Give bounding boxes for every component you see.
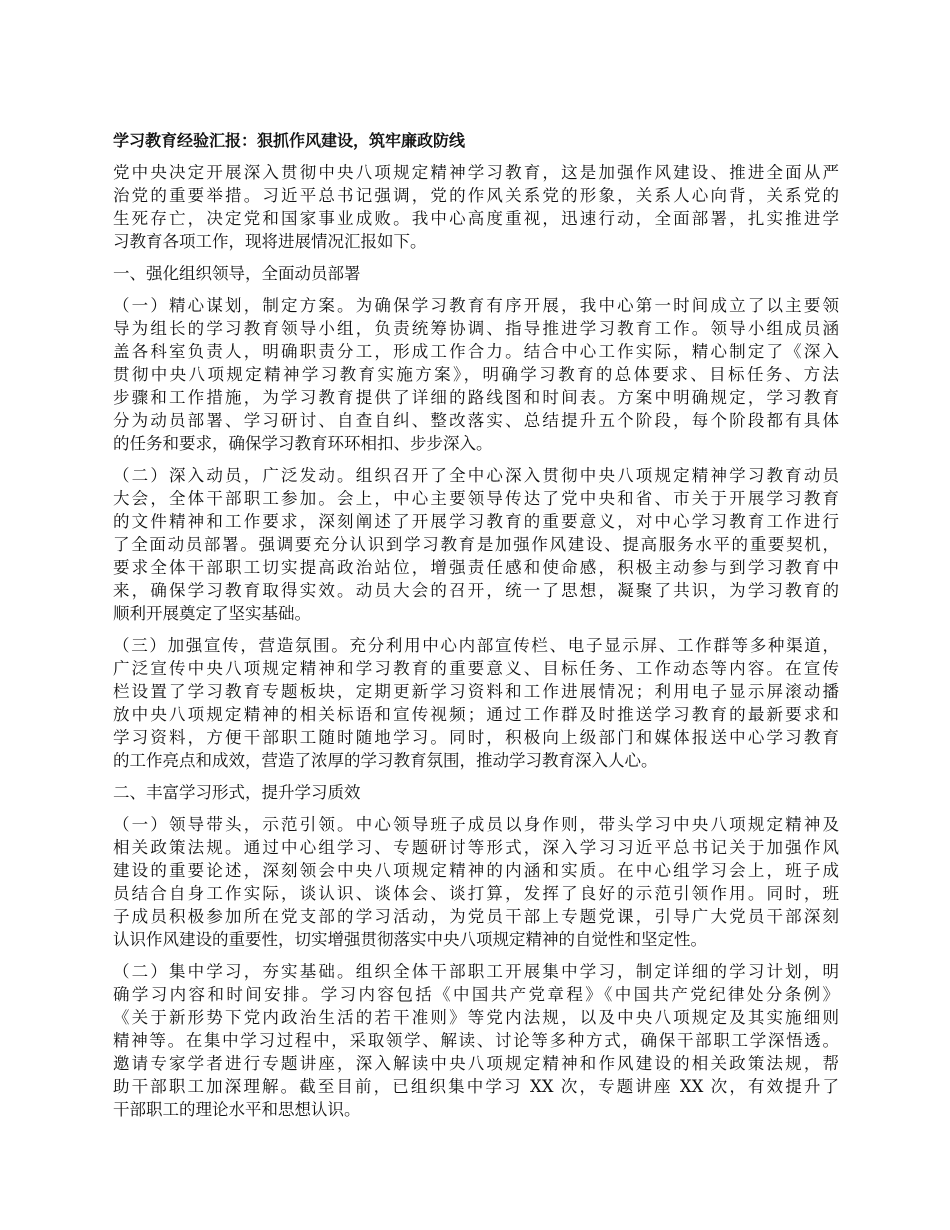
text-line: 相关政策法规。通过中心组学习、专题研讨等形式，深入学习习近平总书记关于加强作风 <box>113 838 839 857</box>
text-line: 分为动员部署、学习研讨、自查自纠、整改落实、总结提升五个阶段，每个阶段都有具体 <box>113 411 839 430</box>
text-line: 一、强化组织领导，全面动员部署 <box>113 264 361 283</box>
text-line: 大会，全体干部职工参加。会上，中心主要领导传达了党中央和省、市关于开展学习教育 <box>113 489 839 508</box>
text-line: 顺利开展奠定了坚实基础。 <box>113 604 311 623</box>
paragraph <box>113 960 839 1121</box>
text-line: 员结合自身工作实际，谈认识、谈体会、谈打算，发挥了良好的示范引领作用。同时，班 <box>113 884 839 903</box>
text-line: 邀请专家学者进行专题讲座，深入解读中央八项规定精神和作风建设的相关政策法规，帮 <box>113 1054 839 1073</box>
document-body <box>113 161 839 1121</box>
paragraph <box>113 813 839 951</box>
text-line: 的文件精神和工作要求，深刻阐述了开展学习教育的重要意义，对中心学习教育工作进行 <box>113 512 839 531</box>
text-line: 了全面动员部署。强调要充分认识到学习教育是加强作风建设、提高服务水平的重要契机， <box>113 535 839 554</box>
document-page <box>113 129 839 1130</box>
text-line: 导为组长的学习教育领导小组，负责统筹协调、指导推进学习教育工作。领导小组成员涵 <box>113 319 839 338</box>
text-line: 的任务和要求，确保学习教育环环相扣、步步深入。 <box>113 434 493 453</box>
paragraph <box>113 464 839 625</box>
text-line: 步骤和工作措施，为学习教育提供了详细的路线图和时间表。方案中明确规定，学习教育 <box>113 388 839 407</box>
paragraph <box>113 161 839 253</box>
section-heading <box>113 781 839 804</box>
paragraph <box>113 294 839 455</box>
text-line: 子成员积极参加所在党支部的学习活动，为党员干部上专题党课，引导广大党员干部深刻 <box>113 907 839 926</box>
text-line: 《关于新形势下党内政治生活的若干准则》等党内法规，以及中央八项规定及其实施细则 <box>113 1008 839 1027</box>
text-line: 来，确保学习教育取得实效。动员大会的召开，统一了思想，凝聚了共识，为学习教育的 <box>113 581 839 600</box>
text-line: 助干部职工加深理解。截至目前，已组织集中学习 XX 次，专题讲座 XX 次，有效提升了 <box>113 1077 839 1096</box>
text-line: （一）领导带头，示范引领。中心领导班子成员以身作则，带头学习中央八项规定精神及 <box>113 815 839 834</box>
text-line: 生死存亡，决定党和国家事业成败。我中心高度重视，迅速行动，全面部署，扎实推进学 <box>113 209 839 228</box>
text-line: 建设的重要论述，深刻领会中央八项规定精神的内涵和实质。在中心组学习会上，班子成 <box>113 861 839 880</box>
text-line: 习教育各项工作，现将进展情况汇报如下。 <box>113 232 427 251</box>
text-line: 贯彻中央八项规定精神学习教育实施方案》，明确学习教育的总体要求、目标任务、方法 <box>113 365 839 384</box>
text-line: （一）精心谋划，制定方案。为确保学习教育有序开展，我中心第一时间成立了以主要领 <box>113 296 839 315</box>
paragraph <box>113 634 839 772</box>
text-line: 放中央八项规定精神的相关标语和宣传视频；通过工作群及时推送学习教育的最新要求和 <box>113 705 839 724</box>
text-line: 认识作风建设的重要性，切实增强贯彻落实中央八项规定精神的自觉性和坚定性。 <box>113 930 707 949</box>
text-line: 确学习内容和时间安排。学习内容包括《中国共产党章程》《中国共产党纪律处分条例》 <box>113 985 839 1004</box>
document-title: 学习教育经验汇报：狠抓作风建设，筑牢廉政防线 <box>113 131 466 150</box>
text-line: 二、丰富学习形式，提升学习质效 <box>113 783 361 802</box>
text-line: 党中央决定开展深入贯彻中央八项规定精神学习教育，这是加强作风建设、推进全面从严 <box>113 163 839 182</box>
text-line: （二）深入动员，广泛发动。组织召开了全中心深入贯彻中央八项规定精神学习教育动员 <box>113 466 839 485</box>
text-line: 精神等。在集中学习过程中，采取领学、解读、讨论等多种方式，确保干部职工学深悟透。 <box>113 1031 839 1050</box>
section-heading <box>113 262 839 285</box>
text-line: 栏设置了学习教育专题板块，定期更新学习资料和工作进展情况；利用电子显示屏滚动播 <box>113 682 839 701</box>
text-line: 的工作亮点和成效，营造了浓厚的学习教育氛围，推动学习教育深入人心。 <box>113 751 658 770</box>
text-line: 学习资料，方便干部职工随时随地学习。同时，积极向上级部门和媒体报送中心学习教育 <box>113 728 839 747</box>
text-line: 盖各科室负责人，明确职责分工，形成工作合力。结合中心工作实际，精心制定了《深入 <box>113 342 839 361</box>
text-line: 治党的重要举措。习近平总书记强调，党的作风关系党的形象，关系人心向背，关系党的 <box>113 186 839 205</box>
text-line: 广泛宣传中央八项规定精神和学习教育的重要意义、目标任务、工作动态等内容。在宣传 <box>113 659 839 678</box>
text-line: （三）加强宣传，营造氛围。充分利用中心内部宣传栏、电子显示屏、工作群等多种渠道， <box>113 636 839 655</box>
text-line: 要求全体干部职工切实提高政治站位，增强责任感和使命感，积极主动参与到学习教育中 <box>113 558 839 577</box>
text-line: （二）集中学习，夯实基础。组织全体干部职工开展集中学习，制定详细的学习计划，明 <box>113 962 839 981</box>
text-line: 干部职工的理论水平和思想认识。 <box>113 1100 361 1119</box>
